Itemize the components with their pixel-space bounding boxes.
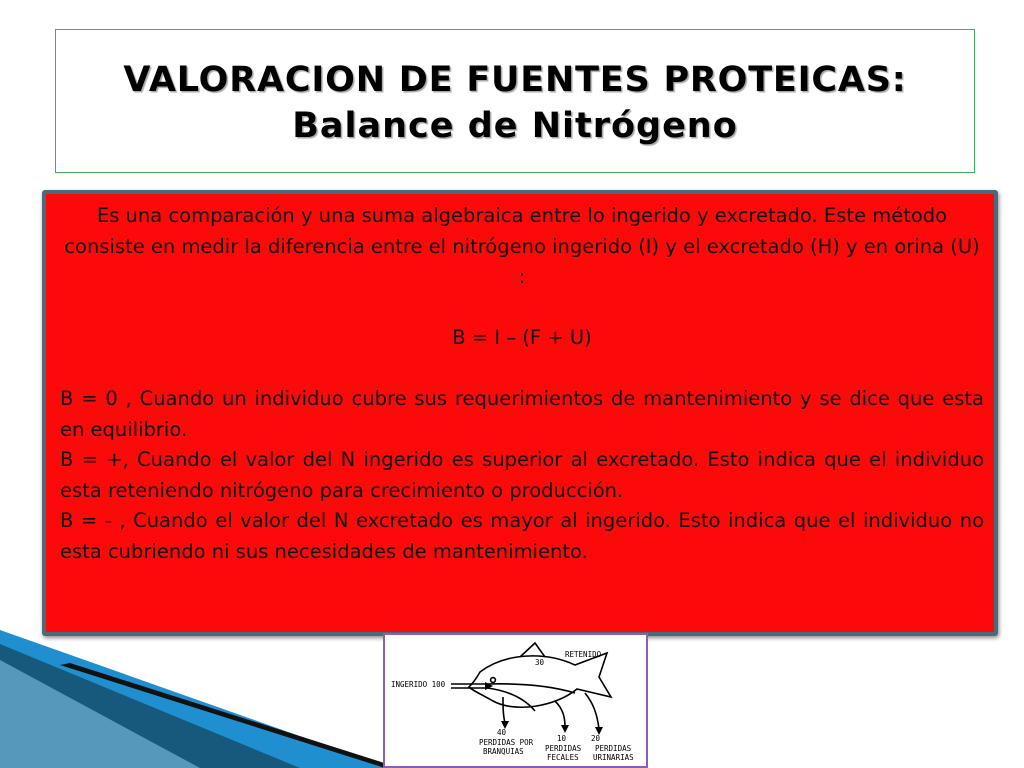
case-negative-label: B = - , [60, 509, 126, 532]
label-branquias-1: PERDIDAS POR [479, 738, 534, 747]
case-positive-label: B = +, [60, 448, 129, 471]
case-zero-label: B = 0 , [60, 387, 132, 410]
fish-eye [491, 678, 496, 683]
case-positive-text: Cuando el valor del N ingerido es superior al excretado. Esto indica que el individuo esta reteniendo nitrógeno para crecimiento o producción. [60, 448, 984, 502]
arrowhead [561, 725, 569, 733]
arrow-urinarias [585, 693, 599, 729]
label-urinarias-1: PERDIDAS [595, 744, 632, 753]
content-box [42, 190, 998, 636]
page-subtitle: Balance de Nitrógeno [292, 106, 738, 146]
label-fecales-value: 10 [557, 734, 567, 743]
formula: B = I – (F + U) [452, 326, 592, 349]
title-box [55, 29, 975, 173]
label-urinarias-value: 20 [591, 734, 601, 743]
case-zero-text: Cuando un individuo cubre sus requerimientos de mantenimiento y se dice que esta en equilibrio. [60, 387, 984, 441]
spacer [60, 354, 984, 385]
case-zero [60, 384, 984, 445]
fish-diagram [383, 633, 648, 768]
label-fecales-2: FECALES [547, 753, 579, 762]
label-retenido-value: 30 [535, 658, 545, 667]
label-ingerido: INGERIDO 100 [391, 680, 446, 689]
spacer [60, 293, 984, 324]
arrow-fecales [555, 701, 565, 727]
label-branquias-2: BRANQUIAS [483, 747, 524, 756]
corner-decoration [0, 630, 420, 768]
label-urinarias-2: URINARIAS [593, 753, 634, 762]
label-fecales-1: PERDIDAS [545, 744, 582, 753]
case-negative [60, 506, 984, 567]
intro-text: Es una comparación y una suma algebraica entre lo ingerido y excretado. Este método consiste en medir la diferencia entre el nitrógeno ingerido (I) y el excretado (H) y en orina (U) : [64, 204, 980, 288]
case-positive [60, 445, 984, 506]
fish-diagram-svg [385, 635, 646, 766]
case-negative-text: Cuando el valor del N excretado es mayor al ingerido. Esto indica que el individuo no esta cubriendo ni sus necesidades de mantenimiento. [60, 509, 984, 563]
arrow-branquias [503, 697, 505, 723]
fish-top-fin [520, 643, 545, 657]
label-retenido: RETENIDO [565, 650, 602, 659]
label-branquias-value: 40 [497, 728, 507, 737]
page-title: VALORACION DE FUENTES PROTEICAS: [123, 60, 907, 100]
